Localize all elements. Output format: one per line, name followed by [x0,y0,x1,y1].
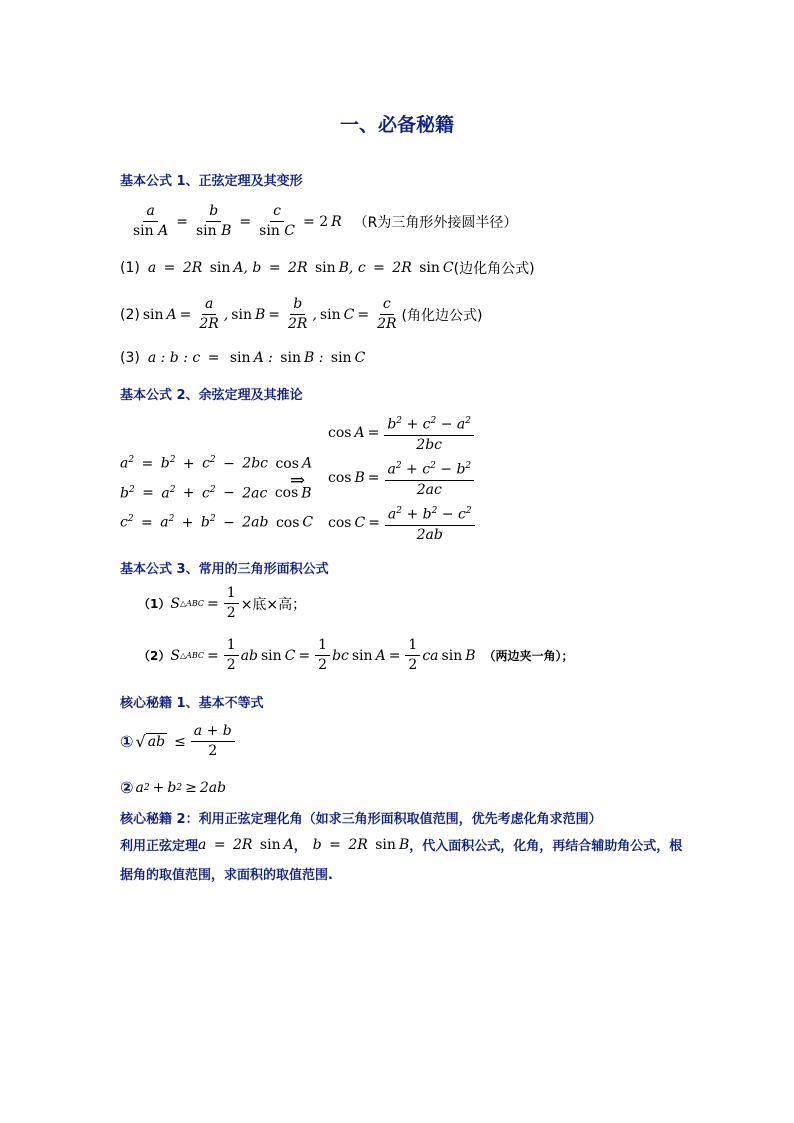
item-marker: ② [120,778,134,797]
formula-angle-to-side: (2) sin A = $\frac{a}{2R}$ , sin B = $\frac{b}{2R}$ , sin C = $\frac{c}{2R}$ (角化边公式) [120,296,483,332]
item-number: (3) [120,350,140,366]
paragraph-text: 利用正弦定理 [120,839,199,854]
formula-am-gm: ① √ ab ≤ $\frac{a + b}{2}$ [120,723,237,760]
formula-cos-c: cos C = $\frac{a^2 + b^2 - c^2}{2ab}$ [325,503,477,544]
section-heading-cosine-law: 基本公式 2、余弦定理及其推论 [120,388,303,403]
item-number: (1) [120,260,140,276]
implies-arrow: ⇒ [290,470,306,491]
section-heading-sine-angle: 核心秘籍 2：利用正弦定理化角（如求三角形面积取值范围，优先考虑化角求范围） [120,812,602,827]
item-marker: ① [120,732,134,751]
paragraph-text: ，代入面积公式，化角，再结合辅助角公式，根 [409,839,683,854]
page-title: 一、必备秘籍 [339,114,454,136]
item-number: (2) [120,306,140,323]
formula-sine-law: $\frac{a}{\text{sin A}}$ = $\frac{b}{\text{sin B}}$ = $\frac{c}{\text{sin C}}$ = 2 R （R为三角形外接圆半径） [133,203,518,239]
section-heading-inequality: 核心秘籍 1、基本不等式 [120,696,264,711]
formula-cosine-law: $a^2 = b^2 + c^2 - 2bc$ cos A $b^2 = a^2 + c^2 - 2ac$ cos B $c^2 = a^2 + b^2 - 2ab$ cos C [120,455,314,531]
section-heading-sine-law: 基本公式 1、正弦定理及其变形 [120,174,303,189]
formula-area-sine: （2） S △ABC = $\frac{1}{2}$ ab sin C = $\frac{1}{2}$ bc sin A = $\frac{1}{2}$ ca sin B （两边夹一角）； [138,637,574,673]
formula-ratio: (3) a : b : c = sin A : sin B : sin C [120,350,366,366]
formula-note: （两边夹一角）； [483,649,574,663]
formula-text: ×底×高； [240,596,307,613]
paragraph-line-2: 据角的取值范围，求面积的取值范围. [120,868,333,883]
formula-note: (角化边公式) [401,307,483,324]
formula-area-base-height: （1） S △ABC = $\frac{1}{2}$ ×底×高； [138,585,307,621]
formula-side-to-angle: (1) a = 2R sin A, b = 2R sin B, c = 2R sin C (边化角公式) [120,260,535,277]
section-heading-area: 基本公式 3、常用的三角形面积公式 [120,562,329,577]
item-number: （2） [138,649,171,663]
formula-note: （R为三角形外接圆半径） [353,214,518,231]
formula-cos-a: cos A = $\frac{b^2 + c^2 - a^2}{2bc}$ [325,413,476,454]
formula-square-inequality: ② a 2 + b 2 ≥ 2ab [120,778,227,797]
item-number: （1） [138,597,171,611]
paragraph-line-1: 利用正弦定理 a = 2R sin A ， b = 2R sin B ，代入面积公式，化角，再结合辅助角公式，根 [120,836,683,854]
formula-cos-b: cos B = $\frac{a^2 + c^2 - b^2}{2ac}$ [325,458,476,499]
formula-note: (边化角公式) [453,261,535,277]
paragraph-text: ， [293,839,307,854]
